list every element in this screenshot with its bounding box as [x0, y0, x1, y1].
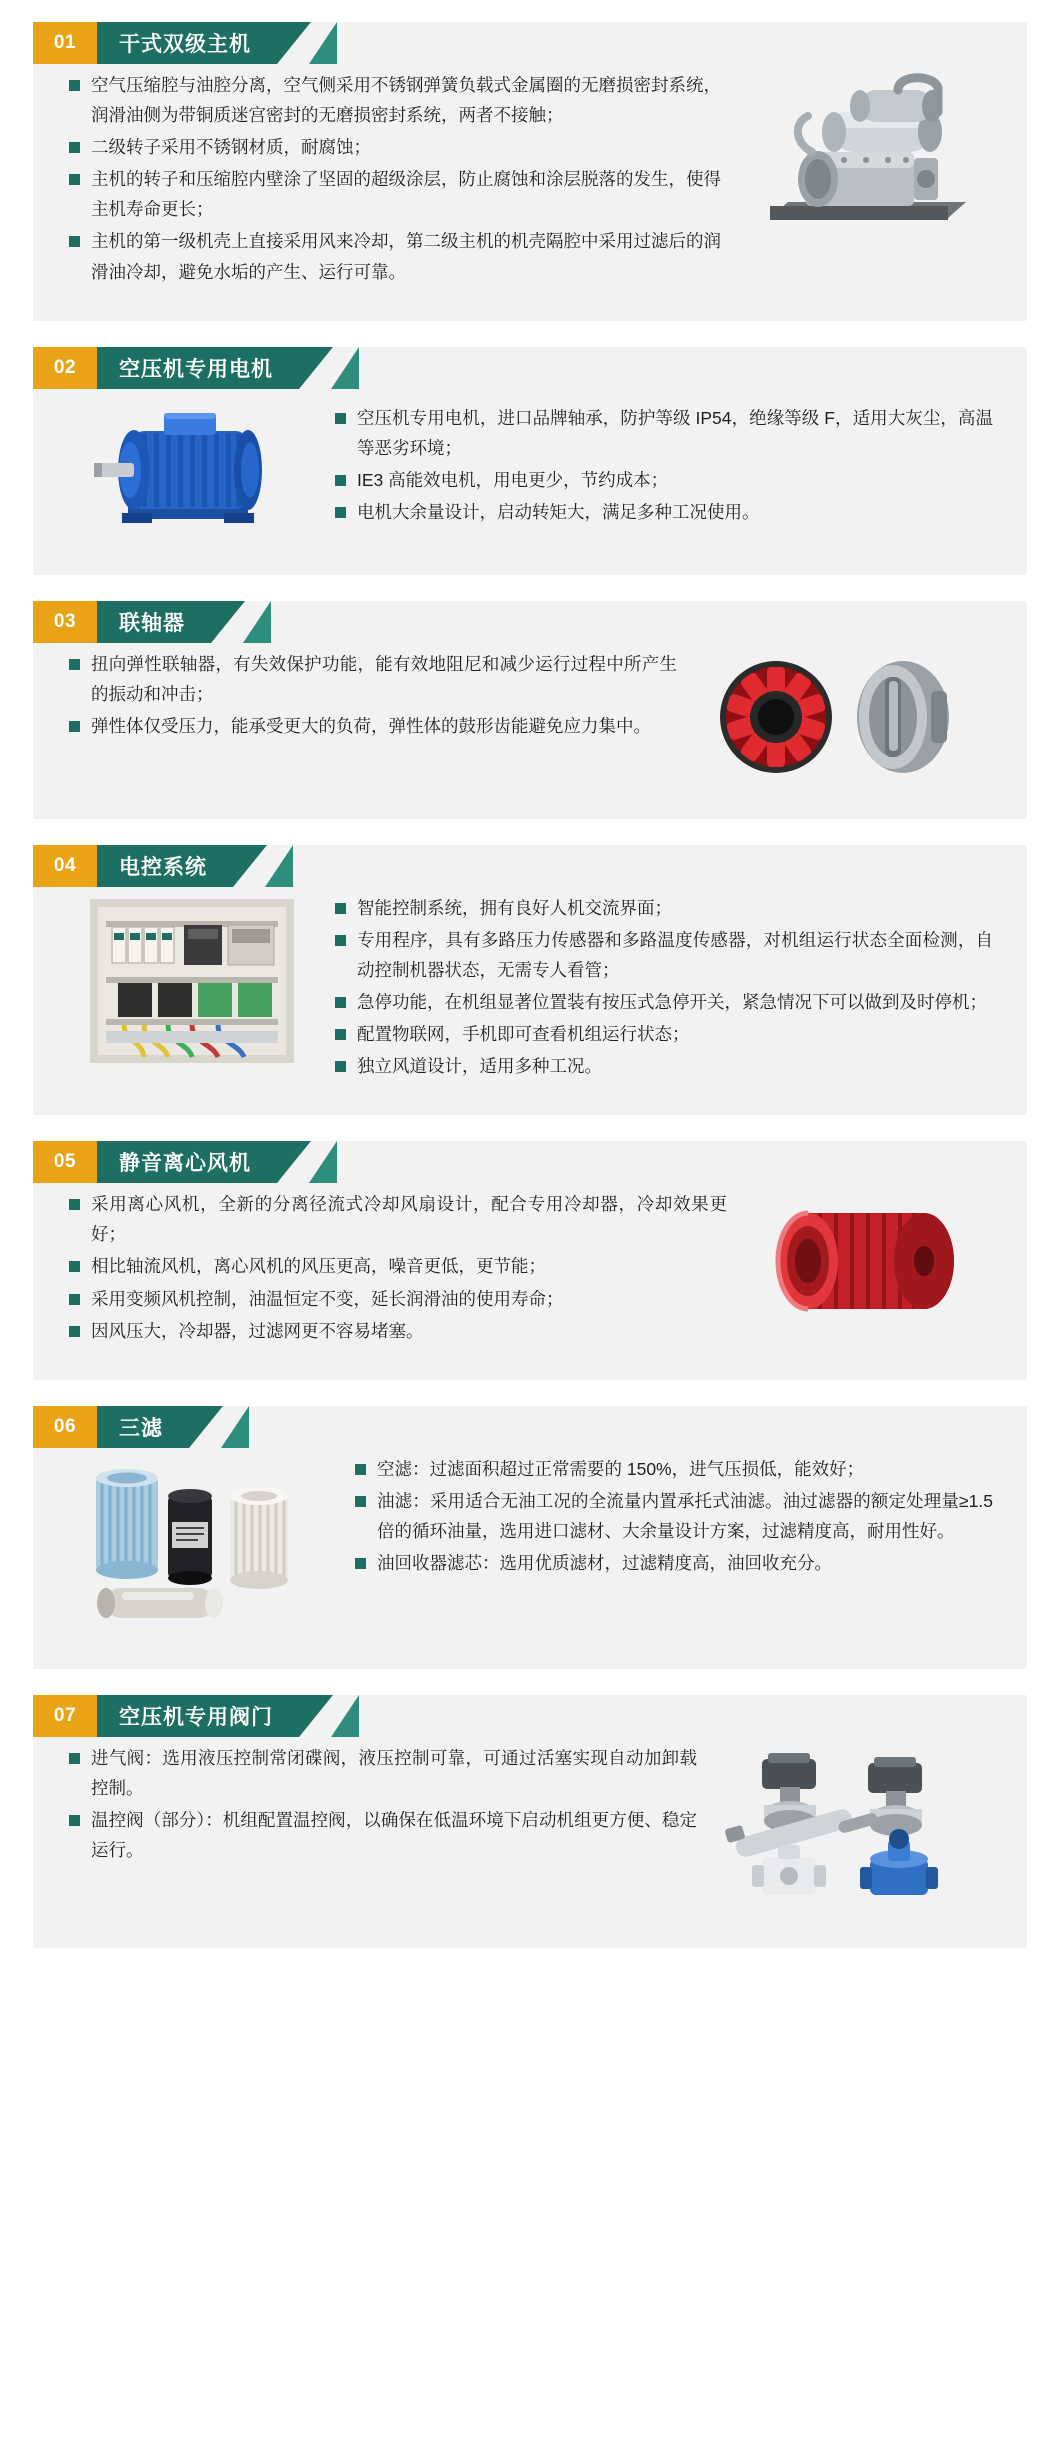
section-02-number: 02 — [33, 347, 97, 389]
bullet: 主机的第一级机壳上直接采用风来冷却，第二级主机的机壳隔腔中采用过滤后的润滑油冷却，避免水垢的产生、运行可靠。 — [67, 226, 721, 286]
bullet: 扭向弹性联轴器，有失效保护功能，能有效地阻尼和减少运行过程中所产生的振动和冲击； — [67, 649, 677, 709]
banner-tail-accent-shape — [221, 1406, 249, 1448]
section-07-number: 07 — [33, 1695, 97, 1737]
bullet: IE3 高能效电机，用电更少，节约成本； — [333, 465, 993, 495]
bullet: 温控阀（部分）：机组配置温控阀，以确保在低温环境下启动机组更方便、稳定运行。 — [67, 1805, 697, 1865]
section-05 — [33, 1141, 1027, 1379]
section-01 — [33, 22, 1027, 321]
banner-tail-accent-shape — [265, 845, 293, 887]
bullet: 独立风道设计，适用多种工况。 — [333, 1051, 993, 1081]
section-07-bullets — [67, 1741, 697, 1867]
section-01-body — [33, 22, 1027, 321]
section-01-number: 01 — [33, 22, 97, 64]
bullet: 专用程序，具有多路压力传感器和多路温度传感器，对机组运行状态全面检测，自动控制机器状态，无需专人看管； — [333, 925, 993, 985]
section-03-banner — [33, 601, 1027, 643]
bullet: 配置物联网，手机即可查看机组运行状态； — [333, 1019, 993, 1049]
section-03-bullets — [67, 647, 677, 743]
bullet: 空气压缩腔与油腔分离，空气侧采用不锈钢弹簧负载式金属圈的无磨损密封系统，润滑油侧为带铜质迷宫密封的无磨损密封系统，两者不接触； — [67, 70, 721, 130]
dry-two-stage-airend-photo — [743, 60, 993, 245]
section-07-banner — [33, 1695, 1027, 1737]
bullet: 急停功能，在机组显著位置装有按压式急停开关，紧急情况下可以做到及时停机； — [333, 987, 993, 1017]
banner-tail-accent-shape — [309, 22, 337, 64]
section-06-title: 三滤 — [97, 1406, 189, 1448]
section-05-title: 静音离心风机 — [97, 1141, 277, 1183]
banner-tail-accent-shape — [309, 1141, 337, 1183]
section-03-title: 联轴器 — [97, 601, 211, 643]
section-06-bullets — [353, 1452, 993, 1580]
bullet: 油滤：采用适合无油工况的全流量内置承托式油滤。油过滤器的额定处理量≥1.5 倍的循环油量，选用进口滤材、大余量设计方案，过滤精度高，耐用性好。 — [353, 1486, 993, 1546]
bullet: 主机的转子和压缩腔内壁涂了坚固的超级涂层，防止腐蚀和涂层脱落的发生，使得主机寿命更长； — [67, 164, 721, 224]
section-07 — [33, 1695, 1027, 1948]
section-01-banner — [33, 22, 1027, 64]
section-01-bullets — [67, 68, 727, 289]
section-04 — [33, 845, 1027, 1116]
section-05-banner — [33, 1141, 1027, 1183]
three-filters-photo — [67, 1452, 337, 1637]
section-01-title: 干式双级主机 — [97, 22, 277, 64]
section-05-number: 05 — [33, 1141, 97, 1183]
section-04-banner — [33, 845, 1027, 887]
section-06 — [33, 1406, 1027, 1669]
bullet: 油回收器滤芯：选用优质滤材，过滤精度高，油回收充分。 — [353, 1548, 993, 1578]
banner-tail-accent-shape — [331, 1695, 359, 1737]
section-02 — [33, 347, 1027, 575]
bullet: 空压机专用电机，进口品牌轴承，防护等级 IP54，绝缘等级 F，适用大灰尘，高温等恶劣环境； — [333, 403, 993, 463]
section-04-number: 04 — [33, 845, 97, 887]
bullet: 空滤：过滤面积超过正常需要的 150%，进气压损低，能效好； — [353, 1454, 993, 1484]
electric-motor-photo — [67, 393, 317, 543]
banner-tail-accent-shape — [331, 347, 359, 389]
section-02-bullets — [333, 393, 993, 529]
bullet: 采用离心风机，全新的分离径流式冷却风扇设计，配合专用冷却器，冷却效果更好； — [67, 1189, 727, 1249]
section-05-bullets — [67, 1187, 727, 1347]
section-03 — [33, 601, 1027, 819]
section-07-title: 空压机专用阀门 — [97, 1695, 299, 1737]
section-06-banner — [33, 1406, 1027, 1448]
bullet: 因风压大，冷却器，过滤网更不容易堵塞。 — [67, 1316, 727, 1346]
section-04-bullets — [333, 891, 993, 1084]
bullet: 进气阀：选用液压控制常闭碟阀，液压控制可靠，可通过活塞实现自动加卸载控制。 — [67, 1743, 697, 1803]
section-04-title: 电控系统 — [97, 845, 233, 887]
section-02-title: 空压机专用电机 — [97, 347, 299, 389]
banner-tail-accent-shape — [243, 601, 271, 643]
control-cabinet-photo — [67, 891, 317, 1071]
bullet: 二级转子采用不锈钢材质，耐腐蚀； — [67, 132, 721, 162]
centrifugal-fan-photo — [743, 1187, 993, 1332]
special-valves-photo — [713, 1741, 993, 1916]
flexible-coupling-photo — [693, 647, 993, 787]
bullet: 相比轴流风机，离心风机的风压更高，噪音更低，更节能； — [67, 1251, 727, 1281]
section-02-banner — [33, 347, 1027, 389]
section-03-number: 03 — [33, 601, 97, 643]
bullet: 电机大余量设计，启动转矩大，满足多种工况使用。 — [333, 497, 993, 527]
section-06-number: 06 — [33, 1406, 97, 1448]
bullet: 智能控制系统，拥有良好人机交流界面； — [333, 893, 993, 923]
bullet: 采用变频风机控制，油温恒定不变，延长润滑油的使用寿命； — [67, 1284, 727, 1314]
bullet: 弹性体仅受压力，能承受更大的负荷，弹性体的鼓形齿能避免应力集中。 — [67, 711, 677, 741]
